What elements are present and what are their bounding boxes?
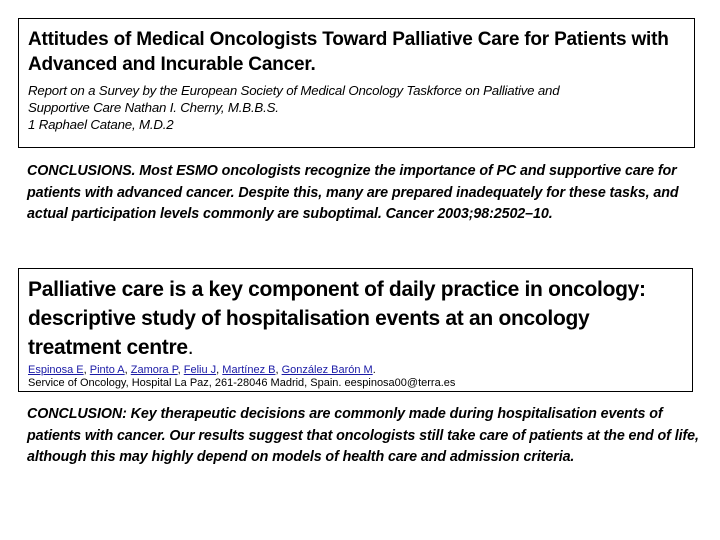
article1-subtitle-line: Report on a Survey by the European Society of Medical Oncology Taskforce on Palliative and (28, 83, 560, 98)
author-link[interactable]: Espinosa E (28, 364, 84, 376)
article1-subtitle (28, 82, 685, 133)
author-link[interactable]: Martínez B (222, 364, 276, 376)
article2-header-box (18, 268, 693, 392)
article2-title-period: . (187, 336, 194, 359)
author-link[interactable]: Pinto A (89, 364, 125, 376)
article2-affiliation: Service of Oncology, Hospital La Paz, 261-28046 Madrid, Spain. eespinosa00@terra.es (28, 377, 456, 389)
article1-header-box (18, 18, 695, 148)
article1-conclusion: CONCLUSIONS. Most ESMO oncologists recognize the importance of PC and supportive care for patients with advanced cancer. Despite this, many are prepared inadequately for these tasks, and actual participation levels commonly are suboptimal. Cancer 2003;98:2502–10. (27, 163, 679, 222)
author-link[interactable]: González Barón M (281, 364, 373, 376)
article1-subtitle-line: Supportive Care Nathan I. Cherny, M.B.B.S. (28, 100, 279, 115)
article2-conclusion: CONCLUSION: Key therapeutic decisions are commonly made during hospitalisation events of patients with cancer. Our results suggest that oncologists still take care of patients at the end of life, although this may highly depend on models of health care and admission criteria. (27, 406, 699, 465)
article1-subtitle-line: 1 Raphael Catane, M.D.2 (28, 117, 174, 132)
article1-title: Attitudes of Medical Oncologists Toward Palliative Care for Patients with Advanced and Incurable Cancer. (28, 29, 669, 75)
author-link[interactable]: Zamora P (130, 364, 178, 376)
article2-title (28, 275, 683, 362)
author-link[interactable]: Feliu J (183, 364, 217, 376)
article2-title-text: Palliative care is a key component of daily practice in oncology: descriptive study of hospitalisation events at an oncology treatment centre (28, 278, 646, 359)
article2-authors: Espinosa E, Pinto A, Zamora P, Feliu J, Martínez B, González Barón M. (28, 364, 376, 376)
